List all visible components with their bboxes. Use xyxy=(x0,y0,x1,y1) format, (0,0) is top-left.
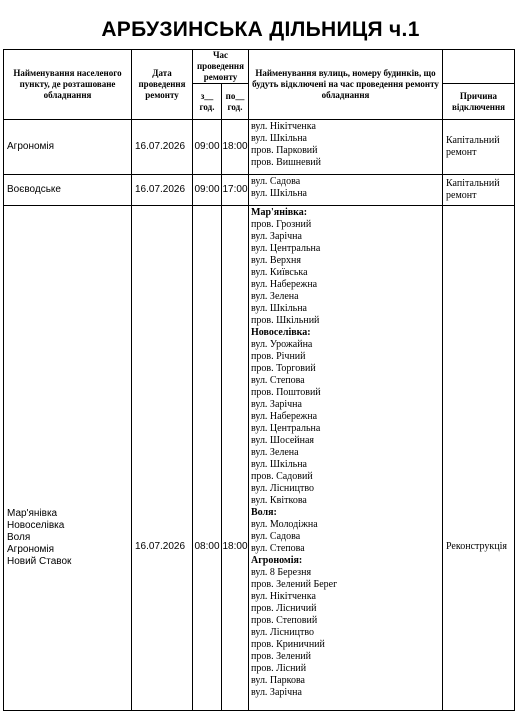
street-item: пров. Криничний xyxy=(251,639,325,650)
street-item: пров. Вишневий xyxy=(251,157,322,168)
street-item: вул. Нікітченка xyxy=(251,121,316,132)
page-title: АРБУЗИНСЬКА ДІЛЬНИЦЯ ч.1 xyxy=(101,18,420,41)
street-item: пров. Степовий xyxy=(251,615,318,626)
street-item: вул. Верхня xyxy=(251,255,301,266)
settlement-item: Новоселівка xyxy=(7,520,65,531)
street-item: вул. Шкільна xyxy=(251,133,307,144)
row-streets xyxy=(249,120,443,175)
street-item: вул. Шкільна xyxy=(251,459,307,470)
street-item: пров. Лісний xyxy=(251,663,307,674)
street-item: пров. Садовий xyxy=(251,471,313,482)
village-heading: Агрономія: xyxy=(251,555,303,566)
street-item: пров. Поштовий xyxy=(251,387,321,398)
header-streets: Найменування вулиць, номеру будинків, що будуть відключені на час проведення ремонту обладнання xyxy=(249,50,443,120)
row-settlement xyxy=(4,206,132,711)
street-item: вул. Паркова xyxy=(251,675,305,686)
village-heading: Воля: xyxy=(251,507,277,518)
header-from: з__ год. xyxy=(193,84,222,120)
street-item: пров. Шкільний xyxy=(251,315,320,326)
row-settlement: Агрономія xyxy=(4,120,132,175)
table-row xyxy=(4,206,515,711)
street-item: вул. Зелена xyxy=(251,447,299,458)
street-item: вул. Степова xyxy=(251,375,305,386)
table-row xyxy=(4,120,515,175)
row-date: 16.07.2026 xyxy=(132,175,193,206)
header-reason-top xyxy=(443,50,515,84)
street-item: вул. Шкільна xyxy=(251,188,307,199)
village-heading: Мар'янівка: xyxy=(251,207,308,218)
street-item: пров. Торговий xyxy=(251,363,316,374)
street-item: вул. Центральна xyxy=(251,423,321,434)
settlement-item: Воля xyxy=(7,532,31,543)
street-item: пров. Зелений Берег xyxy=(251,579,338,590)
header-reason: Причина відключення xyxy=(443,84,515,120)
row-date: 16.07.2026 xyxy=(132,206,193,711)
street-item: вул. Лісництво xyxy=(251,483,315,494)
row-time-from: 09:00 xyxy=(193,120,222,175)
table-row xyxy=(4,175,515,206)
row-date: 16.07.2026 xyxy=(132,120,193,175)
street-item: вул. Центральна xyxy=(251,243,321,254)
street-item: вул. Степова xyxy=(251,543,305,554)
street-item: пров. Зелений xyxy=(251,651,312,662)
row-time-from: 08:00 xyxy=(193,206,222,711)
street-item: вул. Набережна xyxy=(251,411,318,422)
street-item: пров. Грозний xyxy=(251,219,312,230)
header-date: Дата проведення ремонту xyxy=(132,50,193,120)
settlement-item: Мар'янівка xyxy=(7,508,58,519)
street-item: вул. Зарічна xyxy=(251,687,302,698)
street-item: вул. Молодіжна xyxy=(251,519,318,530)
schedule-table xyxy=(3,49,515,711)
settlement-item: Агрономія xyxy=(7,544,55,555)
header-time: Час проведення ремонту xyxy=(193,50,249,84)
street-item: вул. Шкільна xyxy=(251,303,307,314)
street-item: вул. Зелена xyxy=(251,291,299,302)
row-time-from: 09:00 xyxy=(193,175,222,206)
row-streets xyxy=(249,206,443,711)
row-reason: Капітальний ремонт xyxy=(443,175,515,206)
street-item: пров. Парковий xyxy=(251,145,318,156)
village-heading: Новоселівка: xyxy=(251,327,311,338)
street-item: вул. 8 Березня xyxy=(251,567,312,578)
street-item: вул. Шосейная xyxy=(251,435,315,446)
street-item: пров. Лісничий xyxy=(251,603,317,614)
row-streets xyxy=(249,175,443,206)
header-settlement: Найменування населеного пункту, де розташоване обладнання xyxy=(4,50,132,120)
street-item: вул. Набережна xyxy=(251,279,318,290)
street-item: вул. Лісництво xyxy=(251,627,315,638)
row-time-to: 18:00 xyxy=(222,120,249,175)
street-item: вул. Київська xyxy=(251,267,308,278)
street-item: вул. Зарічна xyxy=(251,399,302,410)
street-item: вул. Садова xyxy=(251,531,301,542)
street-item: пров. Річний xyxy=(251,351,306,362)
row-time-to: 17:00 xyxy=(222,175,249,206)
street-item: вул. Садова xyxy=(251,176,301,187)
row-time-to: 18:00 xyxy=(222,206,249,711)
street-item: вул. Зарічна xyxy=(251,231,302,242)
header-to: по__ год. xyxy=(222,84,249,120)
street-item: вул. Квіткова xyxy=(251,495,307,506)
street-item: вул. Нікітченка xyxy=(251,591,316,602)
settlement-item: Новий Ставок xyxy=(7,556,72,567)
street-item: вул. Урожайна xyxy=(251,339,313,350)
row-settlement: Воєводське xyxy=(4,175,132,206)
row-reason: Капітальний ремонт xyxy=(443,120,515,175)
row-reason: Реконструкція xyxy=(443,206,515,711)
